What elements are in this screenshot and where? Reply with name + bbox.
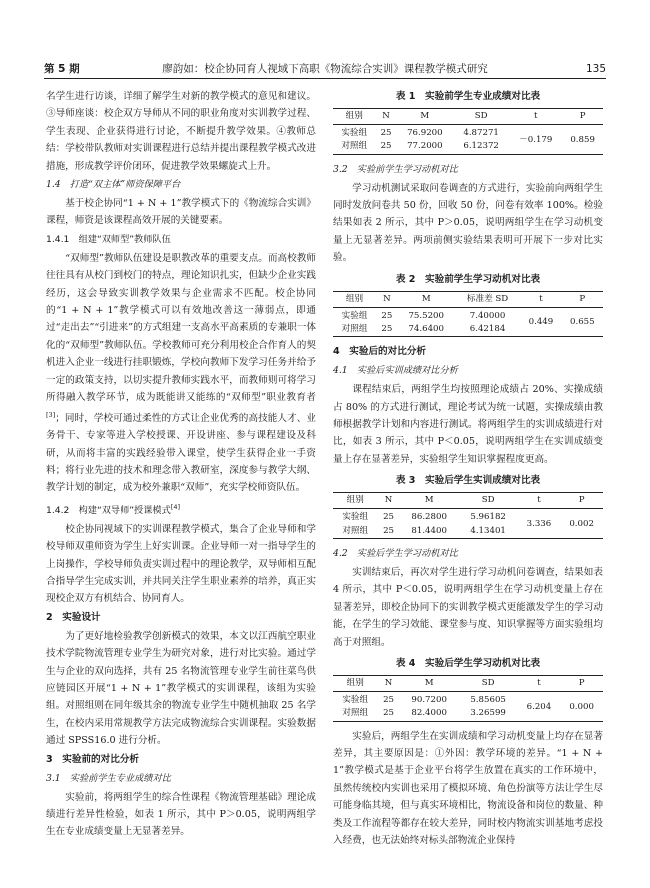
paragraph-text: ；同时，学校可通过柔性的方式让企业优秀的高技能人才、业务骨干、专家等进入学校授课、开设讲座、参与课程建设及科研，从而将丰富的实践经验带入课堂，使学生获得企业一手资料；将行业先进的技术和理念带入教研室，深度参与教学大纲、教学计划的制定，成为校外兼职“双师”，充实学校师资队伍。	[46, 412, 316, 494]
table-cell: 76.9200	[407, 128, 443, 139]
citation: [3]	[46, 410, 56, 419]
paragraph	[46, 250, 316, 497]
paragraph: 基于校企协同“1 + N + 1”教学模式下的《物流综合实训》课程，师资是该课程高效开展的关键要素。	[46, 198, 316, 227]
table-4	[333, 675, 603, 722]
table-cell: 实验组	[342, 512, 369, 523]
issue-number: 第 5 期	[44, 63, 80, 75]
table-1	[333, 108, 603, 155]
t-value: 0.449	[520, 307, 561, 336]
table-row	[333, 692, 603, 708]
table-header: N	[376, 291, 398, 307]
table-cell: 对照组	[333, 525, 377, 539]
table-cell: 4.87271	[463, 128, 499, 139]
left-column	[46, 88, 316, 841]
table-cell: 对照组	[333, 140, 375, 154]
table-header: M	[397, 109, 453, 125]
paragraph-text: “双师型”教师队伍建设是职教改革的重要支点。而高校教师往往具有从校门到校门的特点，理论知识扎实，但缺少企业实践经历，这会导致实训教学效果与企业需求不匹配。校企协同的“1 + N + 1”教学模式可以有效地改善这一薄弱点，即通过“走出去”“引进来”的方式组建一支高水平高素质的专兼职一体化的“双师型”教师队伍。学校教师可充分利用校企合作育人的契机进入企业一线进行挂职锻炼，学校向教师下发学习任务并给予一定的政策支持，以切实提升教师实践水平，而教师则可将学习所得融入教学环节，成为既能讲又能练的“双师型”职业教育者	[46, 252, 316, 404]
table-cell: 82.4000	[400, 707, 459, 721]
paragraph: 学习动机测试采取问卷调查的方式进行，实验前向两组学生同时发放问卷共 50 份，回收 50 份，问卷有效率 100%。检验结果如表 2 所示，其中 P＞0.05，说明两组学生在学习动机变量上无显著差异。两项前侧实验结果表明可开展下一步对比实验。	[333, 182, 603, 264]
table-2-caption: 表 2 实验前学生学习动机对比表	[395, 273, 541, 285]
section-heading-4-2: 4.2 实验后学生学习动机对比	[333, 547, 458, 559]
table-cell: 90.7200	[411, 695, 447, 706]
t-value: －0.179	[509, 125, 562, 154]
paragraph: 实验后，两组学生在实训成绩和学习动机变量上均存在显著差异，其主要原因是：①外因：教学环境的差异。“1 + N + 1”教学模式是基于企业平台将学生放置在真实的工作环境中，虽然传统校内实训也采用了模拟环境、角色扮演等方法让学生尽可能身临其境，但与真实环境相比，物流设备和岗位的数量、种类及工作流程等都存在较大差异，同时校内物流实训基地考虑投入经费，也无法始终对标头部物流企业保持	[333, 730, 603, 846]
table-cell: 6.12372	[453, 140, 509, 154]
table-cell: 81.4400	[400, 525, 459, 539]
table-row	[333, 125, 603, 141]
table-cell: 25	[377, 707, 399, 721]
table-4-caption: 表 4 实验后学生学习动机对比表	[395, 657, 541, 669]
table-cell: 3.26599	[459, 707, 518, 721]
paragraph: 校企协同视域下的实训课程教学模式，集合了企业导师和学校导师双重师资为学生上好实训课。企业导师一对一指导学生的上岗操作，学校导师负责实训过程中的理论教学，双导师相互配合指导学生完成实训，并共同关注学生职业素养的培养，真正实现校企双方有机结合、协同育人。	[46, 523, 316, 605]
table-header: SD	[459, 493, 518, 509]
section-heading-4: 4 实验后的对比分析	[333, 346, 427, 358]
table-cell: 25	[377, 525, 399, 539]
table-cell: 6.42184	[455, 323, 520, 337]
table-cell: 75.5200	[408, 310, 444, 321]
table-cell: 实验组	[342, 695, 369, 706]
paragraph: 实验前，将两组学生的综合性课程《物流管理基础》理论成绩进行差异性检验，如表 1 所示，其中 P＞0.05，说明两组学生在专业成绩变量上无显著差异。	[46, 791, 316, 838]
table-cell: 实验组	[341, 310, 368, 321]
citation: [4]	[170, 502, 180, 511]
p-value: 0.859	[562, 125, 603, 154]
table-cell: 5.85605	[470, 695, 506, 706]
t-value: 3.336	[518, 509, 561, 538]
heading-text: 1.4.2 构建“双导师”授课模式	[46, 504, 171, 516]
section-heading-3-2: 3.2 实验前学生学习动机对比	[333, 163, 458, 175]
section-heading-4-1: 4.1 实验后实训成绩对比分析	[333, 365, 458, 377]
table-cell: 25	[380, 128, 392, 139]
table-cell: 77.2000	[397, 140, 453, 154]
paragraph: 课程结束后，两组学生均按照理论成绩占 20%、实操成绩占 80% 的方式进行测试，理论考试为统一试题，实操成绩由教师根据教学计划和内容进行测试。将两组学生的实训成绩进行对比，如表 3 所示，其中 P＜0.05，说明两组学生在实训成绩变量上存在显著差异，实验组学生知识掌握程度更高。	[333, 384, 603, 465]
table-header: M	[400, 675, 459, 691]
table-3-caption: 表 3 实验后学生实训成绩对比表	[395, 475, 541, 487]
table-cell: 25	[383, 695, 395, 706]
table-cell: 4.13401	[459, 525, 518, 539]
section-heading-1-4: 1.4 打造“双主体”师资保障平台	[46, 179, 181, 191]
running-header	[44, 60, 606, 79]
table-header: SD	[459, 675, 518, 691]
table-header: 标准差 SD	[455, 291, 520, 307]
p-value: 0.002	[560, 509, 603, 538]
table-row	[333, 509, 603, 525]
table-1-caption: 表 1 实验前学生专业成绩对比表	[395, 91, 541, 102]
table-3	[333, 492, 603, 539]
p-value: 0.000	[560, 692, 603, 721]
table-cell: 对照组	[333, 323, 376, 337]
table-cell: 5.96182	[470, 512, 506, 523]
table-cell: 86.2800	[411, 512, 447, 523]
table-header: M	[400, 493, 459, 509]
table-header: t	[520, 291, 561, 307]
table-header: t	[509, 109, 562, 125]
table-header: t	[518, 493, 561, 509]
table-2	[333, 291, 603, 338]
section-heading-3: 3 实验前的对比分析	[46, 753, 140, 765]
table-row	[333, 307, 603, 323]
table-header: 组别	[333, 675, 377, 691]
paragraph: 为了更好地检验教学创新模式的效果，本文以江西航空职业技术学院物流管理专业学生为研究对象，进行对比实验。通过学生与企业的双向选择，共有 25 名物流管理专业学生前往菜鸟供应链园区开展“1 + N + 1”教学模式的实训课程，该组为实验组。对照组则在同年级其余的物流专业学生中随机抽取 25 名学生，在校内采用常规教学方法完成物流综合实训课程。实验数据通过 SPSS16.0 进行分析。	[46, 630, 316, 747]
right-column	[333, 88, 603, 849]
paragraph: 实训结束后，再次对学生进行学习动机问卷调查，结果如表 4 所示，其中 P＜0.05，说明两组学生在学习动机变量上存在显著差异，即校企协同下的实训教学模式更能激发学生的学习动能，在学生的学习效能、课堂参与度、知识掌握等方面实验组均高于对照组。	[333, 566, 603, 648]
table-header: N	[375, 109, 396, 125]
section-heading-1-4-2	[46, 498, 316, 520]
table-cell: 实验组	[341, 128, 368, 139]
table-cell: 对照组	[333, 707, 377, 721]
table-cell: 25	[375, 140, 396, 154]
table-cell: 25	[376, 323, 398, 337]
table-header: 组别	[333, 291, 376, 307]
p-value: 0.655	[562, 307, 603, 336]
table-header: 组别	[333, 493, 377, 509]
t-value: 6.204	[518, 692, 561, 721]
table-header: 组别	[333, 109, 375, 125]
table-cell: 7.40000	[469, 310, 506, 321]
section-heading-1-4-1: 1.4.1 组建“双师型”教师队伍	[46, 233, 171, 245]
table-header: SD	[453, 109, 509, 125]
table-header: t	[518, 675, 561, 691]
running-title: 廖韵如：校企协同育人视域下高职《物流综合实训》课程教学模式研究	[162, 63, 488, 75]
paragraph: 名学生进行访谈，详细了解学生对新的教学模式的意见和建议。③导师座谈：校企双方导师从不同的职业角度对实训教学过程、学生表现、企业获得进行讨论，不断提升教学效果。④教师总结：学校带队教师对实训课程进行总结并提出课程教学模式改进措施，形成教学评价闭环，促进教学效果螺旋式上升。	[46, 91, 316, 172]
table-header: M	[398, 291, 455, 307]
table-header: P	[562, 109, 603, 125]
table-header: P	[562, 291, 603, 307]
table-header: P	[560, 493, 603, 509]
table-cell: 74.6400	[398, 323, 455, 337]
table-header: P	[560, 675, 603, 691]
table-header: N	[377, 675, 399, 691]
table-cell: 25	[383, 512, 395, 523]
page-number: 135	[585, 63, 606, 75]
table-cell: 25	[381, 310, 393, 321]
table-header: N	[377, 493, 399, 509]
section-heading-3-1: 3.1 实验前学生专业成绩对比	[46, 772, 171, 784]
section-heading-2: 2 实验设计	[46, 611, 101, 623]
